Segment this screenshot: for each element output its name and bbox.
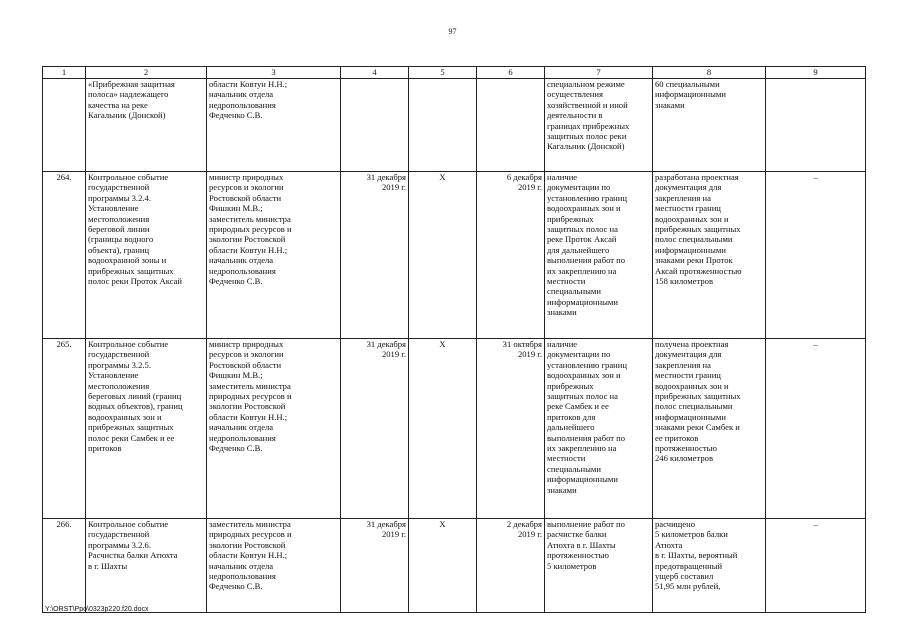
mark-cell: Х xyxy=(409,519,477,613)
responsible-cell: министр природных ресурсов и экологии Ростовской области Фишкин М.В.; заместитель министра природных ресурсов и экологии Ростовской области Ковтун Н.Н.; начальник отдела недропользования Федченко С.В. xyxy=(207,339,341,519)
actual-result-cell: 60 специальными информационными знаками xyxy=(653,79,766,172)
table-row xyxy=(43,339,866,519)
column-header: 1 xyxy=(43,67,86,79)
mark-cell: Х xyxy=(409,172,477,339)
notes-cell xyxy=(766,79,866,172)
planned-date-cell xyxy=(341,79,409,172)
page-number: 97 xyxy=(448,27,457,36)
actual-date-cell: 2 декабря 2019 г. xyxy=(477,519,545,613)
report-table xyxy=(42,66,866,613)
expected-result-cell: наличие документации по установлению границ водоохранных зон и прибрежных защитных полос на реке Проток Аксай для дальнейшего выполнения работ по их закреплению на местности специальными информационными знаками xyxy=(545,172,653,339)
notes-cell: – xyxy=(766,519,866,613)
responsible-cell: заместитель министра природных ресурсов и экологии Ростовской области Ковтун Н.Н.; начальник отдела недропользования Федченко С.В. xyxy=(207,519,341,613)
actual-date-cell xyxy=(477,79,545,172)
actual-date-cell: 31 октября 2019 г. xyxy=(477,339,545,519)
event-name-cell: «Прибрежная защитная полоса» надлежащего качества на реке Кагальник (Донской) xyxy=(86,79,207,172)
expected-result-cell: специальном режиме осуществления хозяйственной и иной деятельности в границах прибрежных защитных полос реки Кагальник (Донской) xyxy=(545,79,653,172)
column-header: 4 xyxy=(341,67,409,79)
column-header: 9 xyxy=(766,67,866,79)
table-row xyxy=(43,79,866,172)
actual-result-cell: расчищено 5 километров балки Атюхта в г. Шахты, вероятный предотвращенный ущерб составил 51,95 млн рублей, xyxy=(653,519,766,613)
responsible-cell: министр природных ресурсов и экологии Ростовской области Фишкин М.В.; заместитель министра природных ресурсов и экологии Ростовской области Ковтун Н.Н.; начальник отдела недропользования Федченко С.В. xyxy=(207,172,341,339)
planned-date-cell: 31 декабря 2019 г. xyxy=(341,172,409,339)
table-row xyxy=(43,172,866,339)
column-header: 7 xyxy=(545,67,653,79)
mark-cell: Х xyxy=(409,339,477,519)
actual-date-cell: 6 декабря 2019 г. xyxy=(477,172,545,339)
row-number-cell: 265. xyxy=(43,339,86,519)
event-name-cell: Контрольное событие государственной программы 3.2.4. Установление местоположения береговой линии (границы водного объекта), границ водоохранной зоны и прибрежных защитных полос реки Проток Аксай xyxy=(86,172,207,339)
planned-date-cell: 31 декабря 2019 г. xyxy=(341,519,409,613)
column-header: 6 xyxy=(477,67,545,79)
table-header-row xyxy=(43,67,866,79)
actual-result-cell: получена проектная документация для закрепления на местности границ водоохранных зон и прибрежных защитных полос специальными информационными знаками реки Самбек и ее притоков протяженностью 246 километров xyxy=(653,339,766,519)
notes-cell: – xyxy=(766,172,866,339)
actual-result-cell: разработана проектная документация для закрепления на местности границ водоохранных зон и прибрежных защитных полос специальными информационными знаками реки Проток Аксай протяженностью 158 километров xyxy=(653,172,766,339)
notes-cell: – xyxy=(766,339,866,519)
column-header: 3 xyxy=(207,67,341,79)
file-path-footer: Y:\ORST\Ppo\0323p220.f20.docx xyxy=(45,606,149,613)
planned-date-cell: 31 декабря 2019 г. xyxy=(341,339,409,519)
row-number-cell xyxy=(43,79,86,172)
event-name-cell: Контрольное событие государственной программы 3.2.6. Расчистка балки Атюхта в г. Шахты xyxy=(86,519,207,613)
table-row xyxy=(43,519,866,613)
expected-result-cell: выполнение работ по расчистке балки Атюхта в г. Шахты протяженностью 5 километров xyxy=(545,519,653,613)
row-number-cell: 264. xyxy=(43,172,86,339)
column-header: 5 xyxy=(409,67,477,79)
column-header: 2 xyxy=(86,67,207,79)
event-name-cell: Контрольное событие государственной программы 3.2.5. Установление местоположения береговых линий (границ водных объектов), границ водоохранных зон и прибрежных защитных полос реки Самбек и ее притоков xyxy=(86,339,207,519)
responsible-cell: области Ковтун Н.Н.; начальник отдела недропользования Федченко С.В. xyxy=(207,79,341,172)
mark-cell xyxy=(409,79,477,172)
row-number-cell: 266. xyxy=(43,519,86,613)
expected-result-cell: наличие документации по установлению границ водоохранных зон и прибрежных защитных полос на реке Самбек и ее притоков для дальнейшего выполнения работ по их закреплению на местности специальными информационными знаками xyxy=(545,339,653,519)
column-header: 8 xyxy=(653,67,766,79)
